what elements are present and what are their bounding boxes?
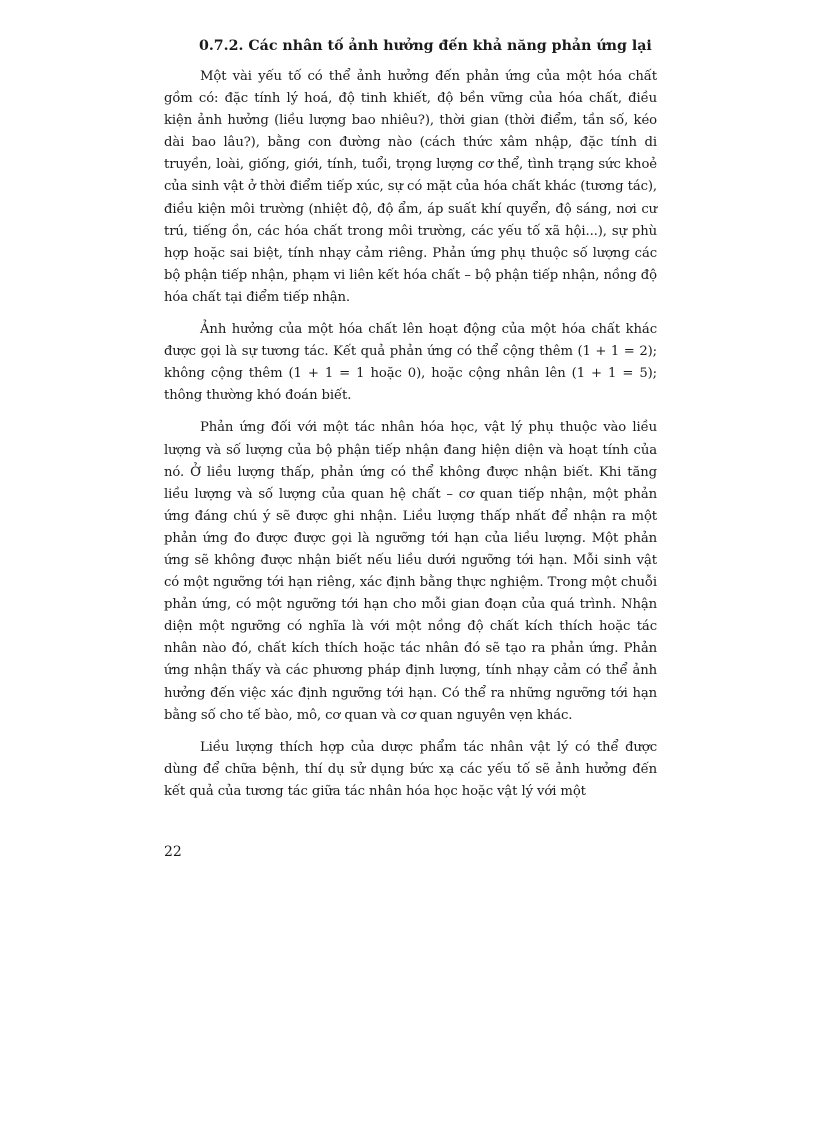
section-heading: 0.7.2. Các nhân tố ảnh hưởng đến khả năng phản ứng lại xyxy=(199,38,652,54)
paragraph-interaction: Ảnh hưởng của một hóa chất lên hoạt động của một hóa chất khác được gọi là sự tương tác. Kết quả phản ứng có thể cộng thêm (1 + 1 = 2); không cộng thêm (1 + 1 = 1 hoặc 0), hoặc cộng nhân lên (1 + 1 = 5); thông thường khó đoán biết. xyxy=(164,322,657,404)
paragraph-threshold: Phản ứng đối với một tác nhân hóa học, vật lý phụ thuộc vào liều lượng và số lượng của bộ phận tiếp nhận đang hiện diện và hoạt tính của nó. Ở liều lượng thấp, phản ứng có thể không được nhận biết. Khi tăng liều lượng và số lượng của quan hệ chất – cơ quan tiếp nhận, một phản ứng đáng chú ý sẽ được ghi nhận. Liều lượng thấp nhất để nhận ra một phản ứng đo được được gọi là ngưỡng tới hạn của liều lượng. Một phản ứng sẽ không được nhận biết nếu liều dưới ngưỡng tới hạn. Mỗi sinh vật có một ngưỡng tới hạn riêng, xác định bằng thực nghiệm. Trong một chuỗi phản ứng, có một ngưỡng tới hạn cho mỗi gian đoạn của quá trình. Nhận diện một ngưỡng có nghĩa là với một nồng độ chất kích thích hoặc tác nhân nào đó, chất kích thích hoặc tác nhân đó sẽ tạo ra phản ứng. Phản ứng nhận thấy và các phương pháp định lượng, tính nhạy cảm có thể ảnh hưởng đến việc xác định ngưỡng tới hạn. Có thể ra những ngưỡng tới hạn bằng số cho tế bào, mô, cơ quan và cơ quan nguyên vẹn khác. xyxy=(164,420,657,723)
page-number: 22 xyxy=(164,844,182,860)
paragraph-reaction-factors: Một vài yếu tố có thể ảnh hưởng đến phản ứng của một hóa chất gồm có: đặc tính lý hoá, độ tinh khiết, độ bền vững của hóa chất, điều kiện ảnh hưởng (liều lượng bao nhiêu?), thời gian (thời điểm, tần số, kéo dài bao lâu?), bằng con đường nào (cách thức xâm nhập, đặc tính di truyền, loài, giống, giới, tính, tuổi, trọng lượng cơ thể, tình trạng sức khoẻ của sinh vật ở thời điểm tiếp xúc, sự có mặt của hóa chất khác (tương tác), điều kiện môi trường (nhiệt độ, độ ẩm, áp suất khí quyển, độ sáng, nơi cư trú, tiếng ồn, các hóa chất trong môi trường, các yếu tố xã hội...), sự phù hợp hoặc sai biệt, tính nhạy cảm riêng. Phản ứng phụ thuộc số lượng các bộ phận tiếp nhận, phạm vi liên kết hóa chất – bộ phận tiếp nhận, nồng độ hóa chất tại điểm tiếp nhận. xyxy=(164,69,657,305)
paragraph-dosage: Liều lượng thích hợp của dược phẩm tác nhân vật lý có thể được dùng để chữa bệnh, thí dụ sử dụng bức xạ các yếu tố sẽ ảnh hưởng đến kết quả của tương tác giữa tác nhân hóa học hoặc vật lý với một xyxy=(164,739,657,799)
page-body xyxy=(164,36,657,803)
